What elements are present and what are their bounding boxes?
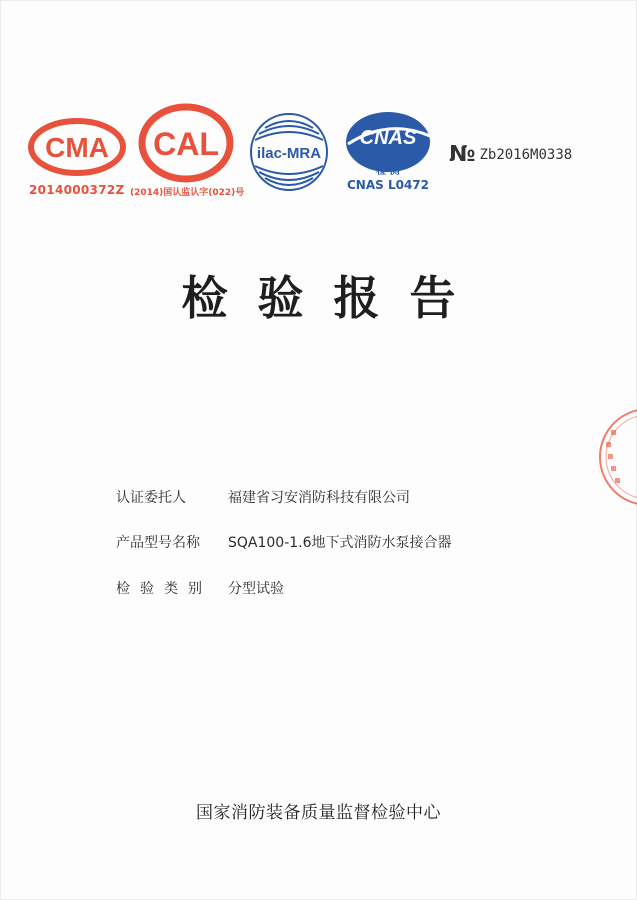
cnas-number: CNAS L0472 (346, 178, 429, 192)
field-value: 分型试验 (228, 581, 284, 597)
ilac-mra-logo (243, 110, 335, 196)
svg-text:CMA: CMA (45, 132, 109, 163)
field-label: 产品型号名称 (116, 535, 200, 551)
official-seal (592, 402, 637, 512)
field-value: SQA100-1.6地下式消防水泵接合器 (228, 535, 452, 551)
svg-text:检 测: 检 测 (376, 166, 400, 177)
cal-number: (2014)国认监认字(022)号 (130, 188, 245, 198)
field-value: 福建省习安消防科技有限公司 (228, 490, 410, 506)
field-row-client (116, 487, 410, 507)
cal-logo (138, 103, 234, 183)
report-title: 检验报告 (181, 271, 486, 325)
field-row-test-type (116, 578, 284, 598)
svg-text:CNAS: CNAS (359, 127, 417, 149)
field-label: 认证委托人 (116, 490, 186, 506)
report-number-value: Zb2016M0338 (479, 147, 573, 163)
cma-logo (28, 118, 126, 176)
cnas-logo (340, 108, 436, 178)
cma-number: 2014000372Z (29, 183, 125, 197)
issuing-organization: 国家消防装备质量监督检验中心 (196, 803, 441, 823)
numero-sign: № (449, 142, 476, 167)
svg-text:CAL: CAL (153, 126, 219, 162)
field-label: 检验类别 (116, 581, 212, 597)
field-row-product (116, 532, 452, 552)
report-number (449, 142, 572, 167)
svg-text:ilac-MRA: ilac-MRA (256, 145, 322, 162)
